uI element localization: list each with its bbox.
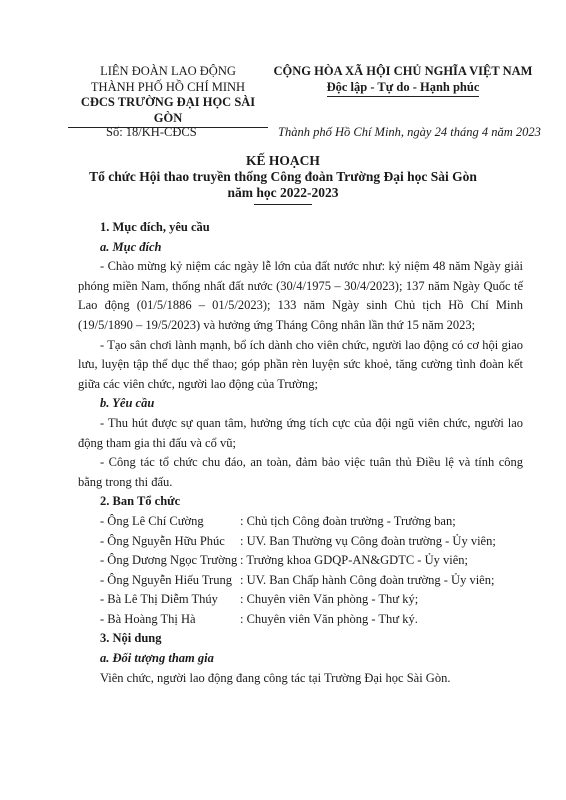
subsection-heading-1b: b. Yêu cầu bbox=[100, 396, 155, 411]
issuer-line-3: CĐCS TRƯỜNG ĐẠI HỌC SÀI GÒN bbox=[68, 95, 268, 128]
member-role: : Trưởng khoa GDQP-AN&GDTC - Ủy viên; bbox=[240, 553, 468, 568]
title-divider bbox=[254, 204, 312, 205]
document-dateline: Thành phố Hồ Chí Minh, ngày 24 tháng 4 năm 2023 bbox=[278, 125, 541, 139]
committee-member bbox=[78, 610, 523, 630]
section-heading-3: 3. Nội dung bbox=[100, 631, 162, 646]
issuer-line-2: THÀNH PHỐ HỒ CHÍ MINH bbox=[90, 79, 246, 94]
committee-member bbox=[78, 551, 523, 571]
paragraph-1a-2: - Tạo sân chơi lành mạnh, bổ ích dành cho viên chức, người lao động có cơ hội giao lưu, luyện tập thể dục thể thao; góp phần rèn luyện sức khoẻ, tăng cường tình đoàn kết giữa các viên chức, người lao động của Trường; bbox=[78, 337, 523, 391]
member-name: - Ông Lê Chí Cường bbox=[100, 513, 204, 528]
member-name: - Bà Hoàng Thị Hà bbox=[100, 611, 196, 626]
subsection-heading-1a: a. Mục đích bbox=[100, 239, 162, 254]
national-motto: Độc lập - Tự do - Hạnh phúc bbox=[327, 80, 480, 98]
document-body bbox=[78, 218, 523, 688]
member-role: : Chuyên viên Văn phòng - Thư ký. bbox=[240, 611, 418, 626]
committee-member bbox=[78, 571, 523, 591]
document-subtitle: Tổ chức Hội thao truyền thống Công đoàn Trường Đại học Sài Gòn bbox=[89, 169, 477, 184]
document-number: Số: 18/KH-CĐCS bbox=[106, 125, 197, 139]
committee-member bbox=[78, 512, 523, 532]
paragraph-1b-1: - Thu hút được sự quan tâm, hưởng ứng tích cực của đội ngũ viên chức, người lao động tham gia thi đấu và cổ vũ; bbox=[78, 415, 523, 450]
national-title: CỘNG HÒA XÃ HỘI CHỦ NGHĨA VIỆT NAM bbox=[273, 64, 533, 78]
section-heading-2: 2. Ban Tổ chức bbox=[100, 494, 181, 509]
member-name: - Bà Lê Thị Diễm Thúy bbox=[100, 592, 218, 607]
subsection-heading-3a: a. Đối tượng tham gia bbox=[100, 651, 214, 666]
paragraph-3a-1: Viên chức, người lao động đang công tác tại Trường Đại học Sài Gòn. bbox=[100, 670, 451, 685]
paragraph-1b-2: - Công tác tổ chức chu đáo, an toàn, đảm bảo việc tuân thủ Điều lệ và tính công bằng trong thi đấu. bbox=[78, 455, 523, 489]
issuer-header bbox=[68, 64, 268, 128]
paragraph-1a-1: - Chào mừng kỷ niệm các ngày lễ lớn của đất nước như: kỷ niệm 48 năm Ngày giải phóng miền Nam, thống nhất đất nước (30/4/1975 – 30/4/2023); 137 năm Ngày Quốc tế Lao động (01/5/1886 – 01/5/2023); 133 năm Ngày sinh Chủ tịch Hồ Chí Minh (19/5/1890 – 19/5/2023) và hưởng ứng Tháng Công nhân lần thứ 15 năm 2023; bbox=[78, 259, 523, 332]
national-header bbox=[268, 64, 538, 97]
member-role: : UV. Ban Thường vụ Công đoàn trường - Ủy viên; bbox=[240, 533, 496, 548]
committee-member bbox=[78, 532, 523, 552]
member-name: - Ông Nguyễn Hiếu Trung bbox=[100, 572, 232, 587]
member-name: - Ông Dương Ngọc Trường bbox=[100, 553, 238, 568]
member-name: - Ông Nguyễn Hữu Phúc bbox=[100, 533, 225, 548]
document-title: KẾ HOẠCH bbox=[246, 153, 320, 168]
member-role: : UV. Ban Chấp hành Công đoàn trường - Ủy viên; bbox=[240, 572, 495, 587]
issuer-line-1: LIÊN ĐOÀN LAO ĐỘNG bbox=[100, 64, 236, 78]
committee-member bbox=[78, 590, 523, 610]
section-heading-1: 1. Mục đích, yêu cầu bbox=[100, 220, 210, 234]
member-role: : Chủ tịch Công đoàn trường - Trưởng ban; bbox=[240, 513, 456, 528]
member-role: : Chuyên viên Văn phòng - Thư ký; bbox=[240, 592, 419, 607]
document-subtitle-year: năm học 2022-2023 bbox=[227, 185, 339, 200]
